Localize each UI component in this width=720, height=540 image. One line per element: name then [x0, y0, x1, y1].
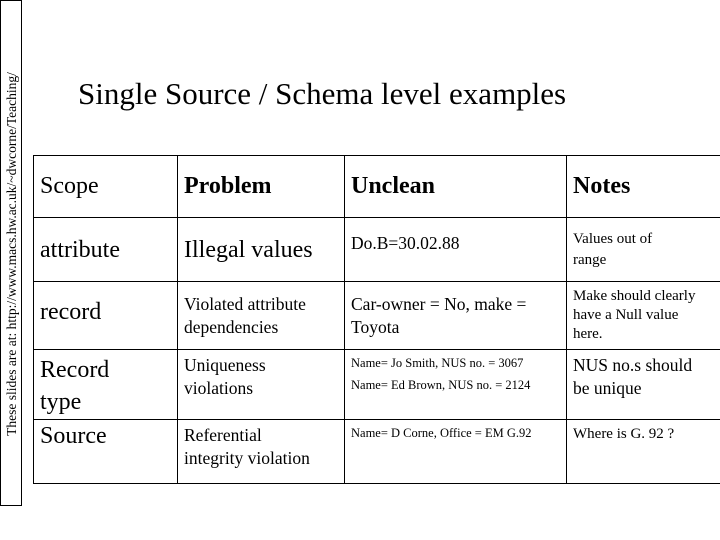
header-problem: Problem: [178, 156, 345, 218]
problem-line: integrity violation: [184, 448, 310, 468]
problem-line: Uniqueness: [184, 355, 266, 375]
unclean-line: Name= Ed Brown, NUS no. = 2124: [351, 378, 531, 392]
notes-line: range: [573, 251, 607, 268]
unclean-line: Name= D Corne, Office = EM G.92: [351, 426, 532, 440]
scope-line: Record: [40, 357, 110, 383]
cell-notes: [567, 218, 720, 282]
table-header-row: [34, 156, 720, 218]
scope-line: Source: [40, 423, 107, 449]
problem-line: Referential: [184, 425, 262, 445]
cell-unclean: [345, 218, 567, 282]
table-row: [34, 282, 720, 350]
cell-problem: [178, 350, 345, 420]
examples-table: [33, 155, 720, 484]
problem-line: dependencies: [184, 316, 279, 337]
problem-line: violations: [184, 378, 254, 398]
notes-line: here.: [573, 326, 603, 342]
cell-unclean: [345, 282, 567, 350]
notes-line: Where is G. 92 ?: [573, 426, 675, 442]
unclean-line: Do.B=30.02.88: [351, 233, 460, 253]
header-scope: Scope: [34, 156, 178, 218]
cell-scope: [34, 282, 178, 350]
cell-unclean: [345, 420, 567, 484]
header-notes: Notes: [567, 156, 720, 218]
notes-line: have a Null value: [573, 307, 679, 323]
notes-line: NUS no.s should: [573, 355, 693, 375]
cell-notes: [567, 350, 720, 420]
cell-problem: [178, 218, 345, 282]
cell-notes: [567, 282, 720, 350]
table-row: [34, 420, 720, 484]
unclean-line: Toyota: [351, 316, 400, 337]
notes-line: Values out of: [573, 230, 653, 247]
cell-scope: [34, 420, 178, 484]
scope-line: attribute: [40, 236, 120, 263]
problem-line: Illegal values: [184, 236, 313, 263]
notes-line: Make should clearly: [573, 288, 696, 304]
cell-unclean: [345, 350, 567, 420]
unclean-line: Name= Jo Smith, NUS no. = 3067: [351, 356, 524, 370]
cell-notes: [567, 420, 720, 484]
table-row: [34, 218, 720, 282]
slide-title: Single Source / Schema level examples: [78, 76, 567, 111]
table-row: [34, 350, 720, 420]
unclean-line: Car-owner = No, make =: [351, 293, 527, 314]
cell-problem: [178, 420, 345, 484]
problem-line: Violated attribute: [184, 293, 306, 314]
sidebar-url-text: These slides are at: http://www.macs.hw.ac.uk/~dwcorne/Teaching/: [4, 72, 19, 436]
cell-problem: [178, 282, 345, 350]
cell-scope: [34, 218, 178, 282]
sidebar-url-box: [0, 0, 22, 506]
scope-line: record: [40, 298, 102, 325]
cell-scope: [34, 350, 178, 420]
header-unclean: Unclean: [345, 156, 567, 218]
notes-line: be unique: [573, 378, 642, 398]
scope-line: type: [40, 389, 82, 415]
